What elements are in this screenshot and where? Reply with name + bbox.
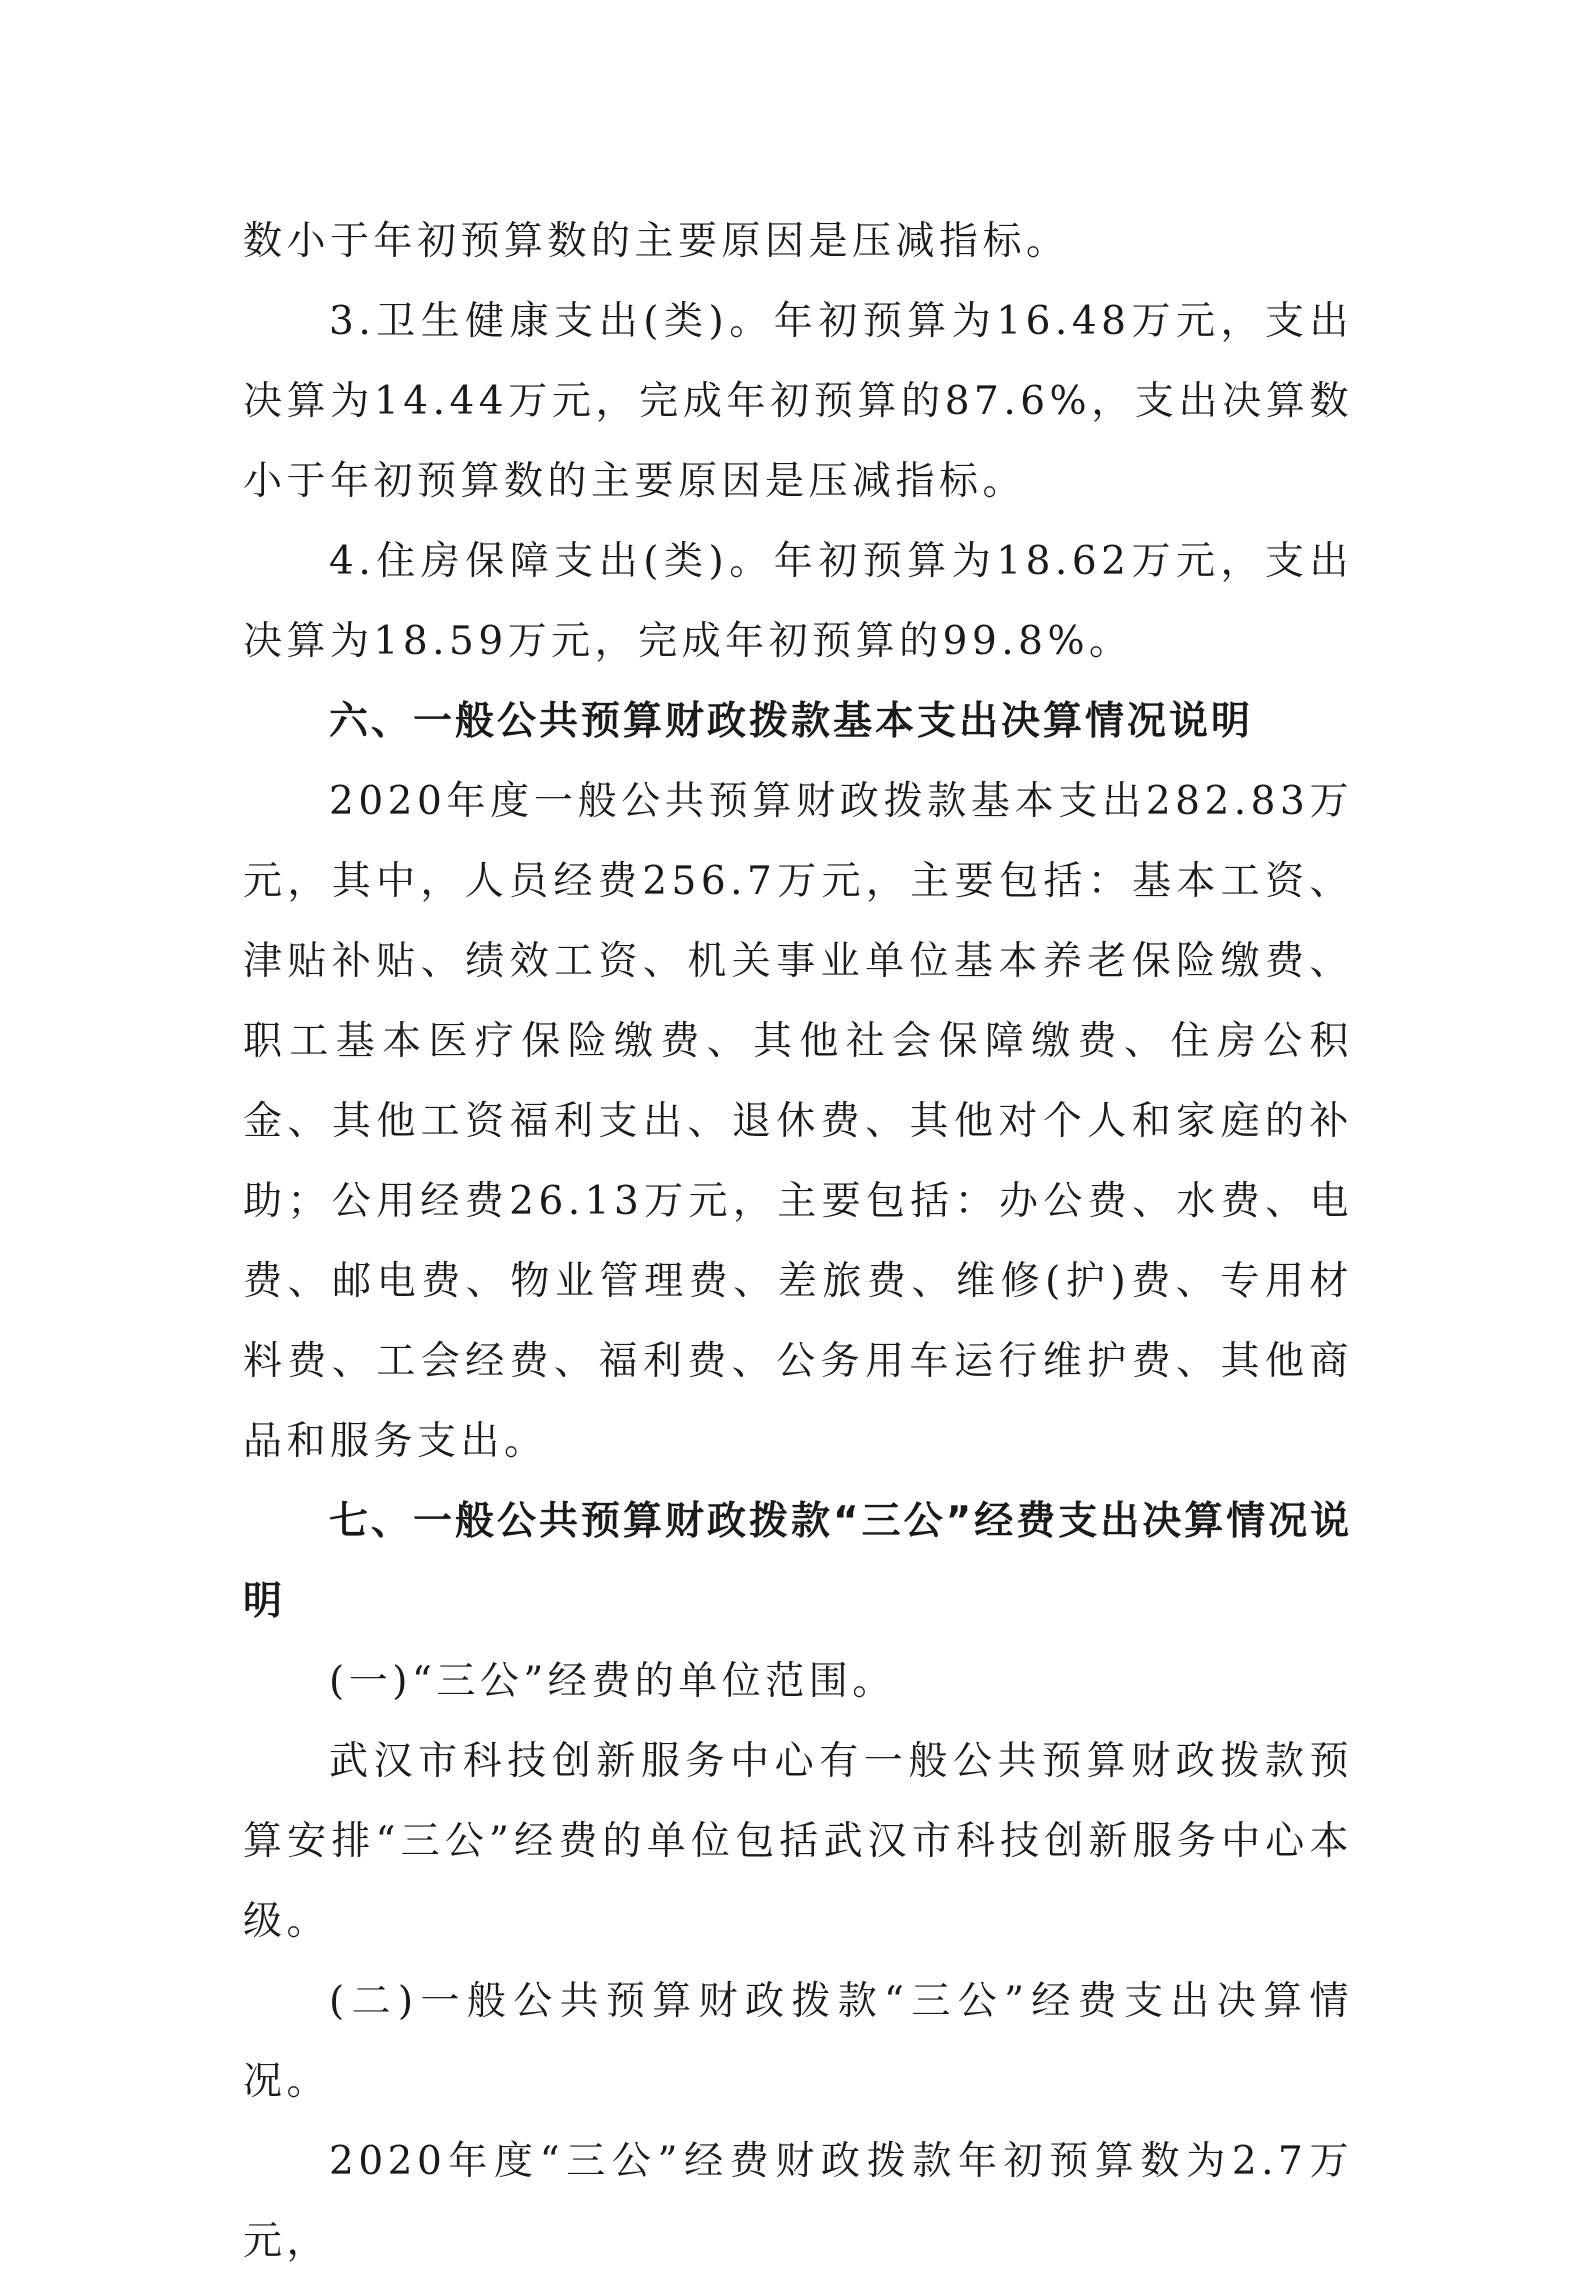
subheading-three-public-expenses: (二)一般公共预算财政拨款“三公”经费支出决算情况。 xyxy=(243,1979,1353,2104)
subheading-scope: (一)“三公”经费的单位范围。 xyxy=(329,1659,896,1704)
section-heading-7: 七、一般公共预算财政拨款“三公”经费支出决算情况说明 xyxy=(243,1499,1353,1624)
paragraph-housing-expenditure: 4.住房保障支出(类)。年初预算为18.62万元，支出决算为18.59万元，完成年初预算的99.8%。 xyxy=(243,539,1353,664)
paragraph-scope: 武汉市科技创新服务中心有一般公共预算财政拨款预算安排“三公”经费的单位包括武汉市科技创新服务中心本级。 xyxy=(243,1739,1353,1944)
paragraph-health-expenditure: 3.卫生健康支出(类)。年初预算为16.48万元，支出决算为14.44万元，完成年初预算的87.6%，支出决算数小于年初预算数的主要原因是压减指标。 xyxy=(243,299,1353,504)
paragraph-basic-expenditure: 2020年度一般公共预算财政拨款基本支出282.83万元，其中，人员经费256.7万元，主要包括：基本工资、津贴补贴、绩效工资、机关事业单位基本养老保险缴费、职工基本医疗保险缴费、其他社会保障缴费、住房公积金、其他工资福利支出、退休费、其他对个人和家庭的补助；公用经费26.13万元，主要包括：办公费、水费、电费、邮电费、物业管理费、差旅费、维修(护)费、专用材料费、工会经费、福利费、公务用车运行维护费、其他商品和服务支出。 xyxy=(243,779,1353,1464)
document-body xyxy=(243,202,1353,2282)
section-heading-6: 六、一般公共预算财政拨款基本支出决算情况说明 xyxy=(329,699,1254,744)
paragraph-three-public-budget: 2020年度“三公”经费财政拨款年初预算数为2.7万元， xyxy=(243,2139,1353,2264)
paragraph-continuation: 数小于年初预算数的主要原因是压减指标。 xyxy=(243,219,1070,264)
